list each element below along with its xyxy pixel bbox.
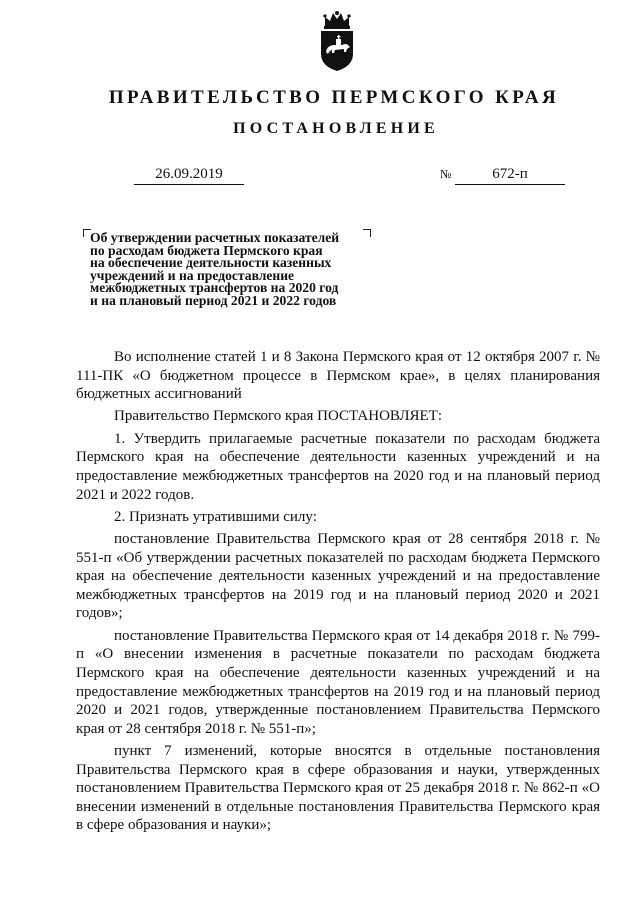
perm-krai-coat-of-arms-icon (316, 10, 358, 72)
paragraph: пункт 7 изменений, которые вносятся в отдельные постановления Правительства Пермского края в сфере образования и науки, утвержденных постановлением Правительства Пермского края от 25 декабря 2018 г. № 862-п «О внесении изменений в отдельные постановления Правительства Пермского края в сфере образования и науки»; (76, 743, 600, 834)
subject-line: учреждений и на предоставление (90, 267, 295, 283)
paragraph: Во исполнение статей 1 и 8 Закона Пермского края от 12 октября 2007 г. № 111-ПК «О бюджетном процессе в Пермском крае», в целях планирования бюджетных ассигнований (76, 349, 600, 403)
paragraph: постановление Правительства Пермского края от 28 сентября 2018 г. № 551-п «Об утверждении расчетных показателей по расходам бюджета Пермского края на обеспечение деятельности казенных учреждений и на предоставление межбюджетных трансфертов на 2019 год и на плановый период 2020 и 2021 годов»; (76, 531, 600, 622)
paragraph: 1. Утвердить прилагаемые расчетные показатели по расходам бюджета Пермского края на обеспечение деятельности казенных учреждений и на предоставление межбюджетных трансфертов на 2020 год и на плановый период 2021 и 2022 годов. (76, 430, 600, 503)
paragraph: Правительство Пермского края ПОСТАНОВЛЯЕТ: (114, 408, 443, 425)
document-date: 26.09.2019 (134, 165, 244, 185)
subject-line: и на плановый период 2021 и 2022 годов (90, 292, 337, 308)
document-number: 672-п (455, 165, 565, 185)
document-body (76, 348, 600, 839)
paragraph: постановление Правительства Пермского края от 14 декабря 2018 г. № 799-п «О внесении изменения в расчетные показатели по расходам бюджета Пермского края на обеспечение деятельности казенных учреждений и на предоставление межбюджетных трансфертов на 2019 год и на плановый период 2020 и 2021 годов, утвержденные постановлением Правительства Пермского края от 28 сентября 2018 г. № 551-п»; (76, 627, 600, 737)
government-title: ПРАВИТЕЛЬСТВО ПЕРМСКОГО КРАЯ (108, 87, 560, 108)
subject-line: Об утверждении расчетных показателей (90, 230, 340, 245)
document-type: ПОСТАНОВЛЕНИЕ (233, 120, 439, 137)
subject-line: по расходам бюджета Пермского края (90, 242, 323, 258)
subject-line: на обеспечение деятельности казенных (90, 255, 332, 271)
number-mark: № (440, 167, 452, 181)
subject-line: межбюджетных трансфертов на 2020 год (90, 280, 339, 296)
paragraph: 2. Признать утратившими силу: (114, 508, 317, 525)
document-subject (90, 232, 390, 308)
